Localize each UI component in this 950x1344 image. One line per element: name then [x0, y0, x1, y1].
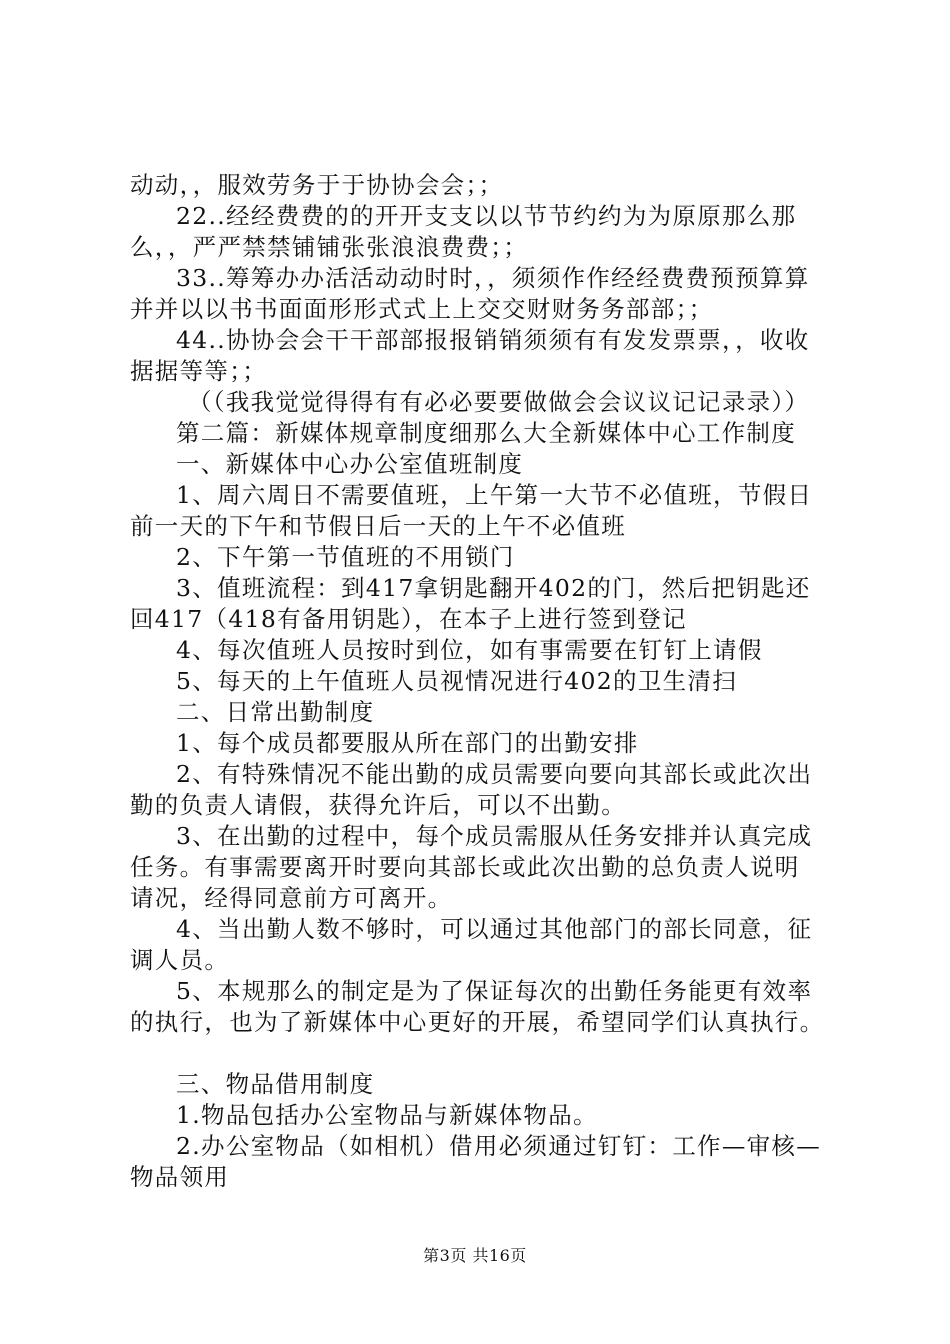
- text-line: 调人员。: [130, 946, 230, 974]
- text-line: 勤的负责人请假，获得允许后，可以不出勤。: [130, 791, 626, 819]
- page-number-footer: 第3页 共16页: [423, 1246, 527, 1265]
- text-line: 3、值班流程：到417拿钥匙翻开402的门，然后把钥匙还: [176, 574, 811, 602]
- text-line: 44..协协会会干干部部报报销销须须有有发发票票，，收收: [176, 326, 810, 354]
- section-heading: 第二篇：新媒体规章制度细那么大全新媒体中心工作制度: [176, 419, 796, 447]
- text-line: 1、每个成员都要服从所在部门的出勤安排: [176, 729, 639, 757]
- text-line: 22..经经费费的的开开支支以以节节约约为为原原那么那: [176, 202, 797, 230]
- text-line: 的执行，也为了新媒体中心更好的开展，希望同学们认真执行。: [130, 1008, 825, 1036]
- text-line: 么，，严严禁禁铺铺张张浪浪费费；；: [130, 233, 529, 261]
- text-line: 5、本规那么的制定是为了保证每次的出勤任务能更有效率: [176, 977, 813, 1005]
- text-line: 任务。有事需要离开时要向其部长或此次出勤的总负责人说明: [130, 853, 800, 881]
- text-line: 1、周六周日不需要值班，上午第一大节不必值班，节假日: [176, 481, 813, 509]
- text-line: 请况，经得同意前方可离开。: [130, 884, 453, 912]
- text-line: 1.物品包括办公室物品与新媒体物品。: [176, 1101, 598, 1129]
- text-line: 5、每天的上午值班人员视情况进行402的卫生清扫: [176, 667, 738, 695]
- text-line: 2.办公室物品（如相机）借用必须通过钉钉：工作—审核—: [176, 1132, 822, 1160]
- text-line: 2、下午第一节值班的不用锁门: [176, 543, 515, 571]
- text-line: 4、当出勤人数不够时，可以通过其他部门的部长同意，征: [176, 915, 813, 943]
- text-line: 4、每次值班人员按时到位，如有事需要在钉钉上请假: [176, 636, 763, 664]
- text-line: 回417（418有备用钥匙），在本子上进行签到登记: [130, 605, 687, 633]
- section-heading: 二、日常出勤制度: [176, 698, 375, 726]
- section-heading: 一、新媒体中心办公室值班制度: [176, 450, 524, 478]
- text-line: 2、有特殊情况不能出勤的成员需要向要向其部长或此次出: [176, 760, 813, 788]
- document-body: [130, 170, 830, 1193]
- text-line: （（我我觉觉得得有有必必要要做做会会议议记记录录））: [188, 388, 810, 416]
- section-heading: 三、物品借用制度: [176, 1070, 375, 1098]
- text-line: 动动，，服效劳务于于协协会会；；: [130, 171, 504, 199]
- text-line: 33..筹筹办办活活动动时时，，须须作作经经费费预预算算: [176, 264, 810, 292]
- text-line: 据据等等；；: [130, 357, 268, 385]
- text-line: 物品领用: [130, 1163, 230, 1191]
- text-line: 3、在出勤的过程中，每个成员需服从任务安排并认真完成: [176, 822, 813, 850]
- blank-line: [130, 1038, 830, 1069]
- text-line: 前一天的下午和节假日后一天的上午不必值班: [130, 512, 626, 540]
- text-line: 并并以以书书面面形形式式上上交交财财务务部部；；: [130, 295, 714, 323]
